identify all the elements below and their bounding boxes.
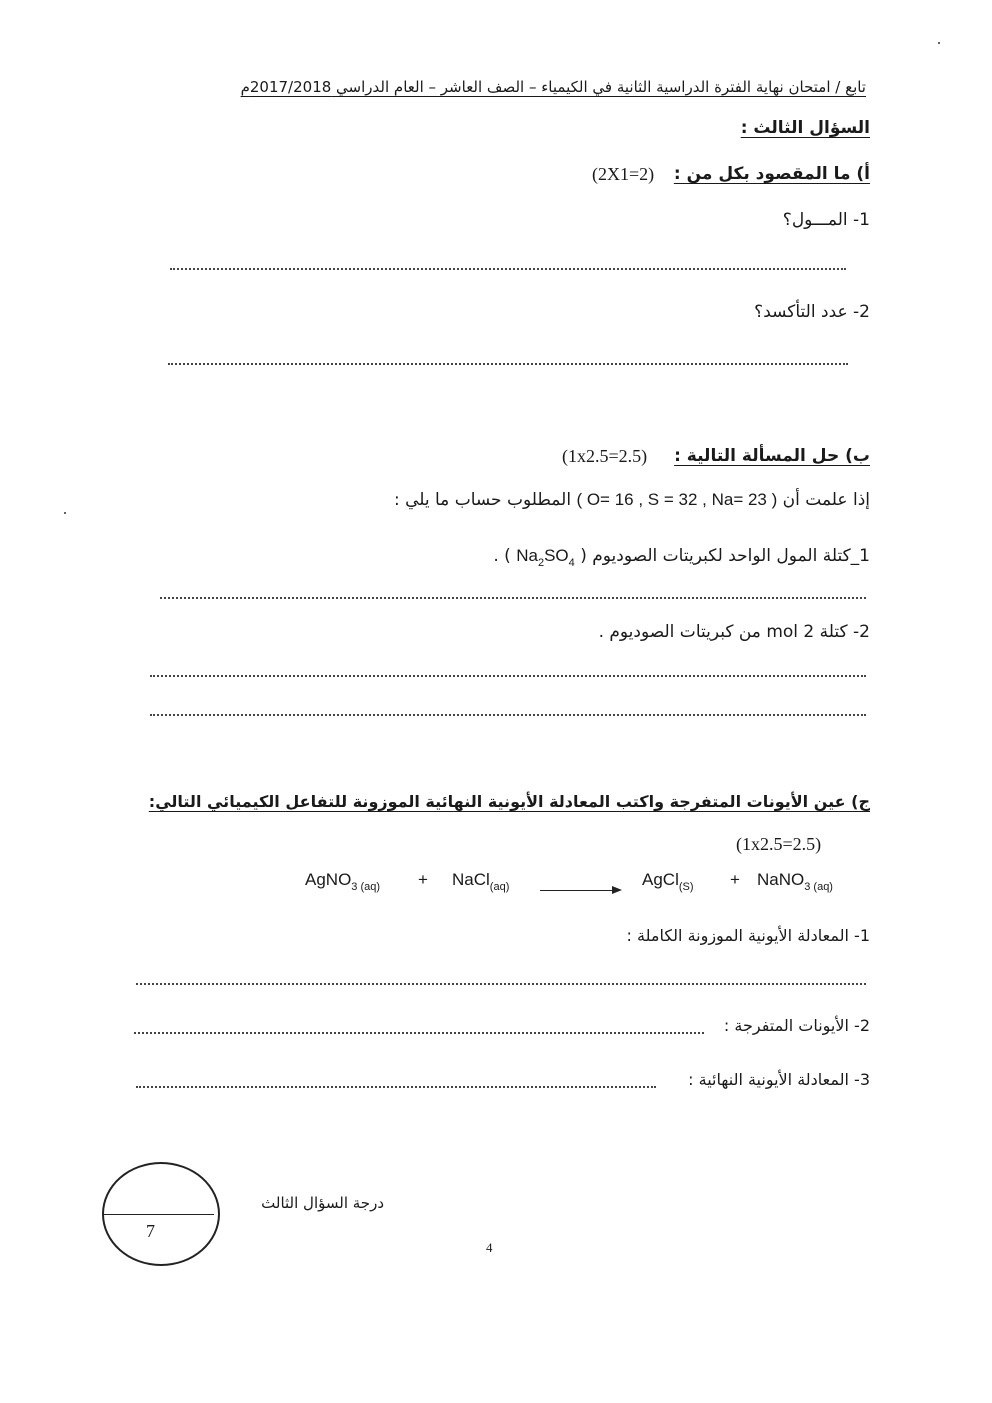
given-data-line bbox=[394, 490, 870, 510]
arrow-head-icon bbox=[612, 886, 622, 894]
part-b-score: (1x2.5=2.5) bbox=[562, 446, 648, 466]
part-b-label: ب) حل المسألة التالية : bbox=[674, 446, 870, 466]
plus-sign: + bbox=[730, 870, 740, 889]
answer-line[interactable] bbox=[170, 268, 846, 270]
page-number: 4 bbox=[486, 1240, 493, 1255]
part-a-label: أ) ما المقصود بكل من : bbox=[673, 164, 870, 184]
reactant-sodium-chloride: NaCl$_{(aq)}$ bbox=[452, 870, 510, 893]
scan-speck bbox=[938, 42, 940, 44]
reaction-arrow bbox=[540, 890, 614, 891]
part-c-item-3: 3- المعادلة الأيونية النهائية : bbox=[688, 1070, 870, 1089]
scan-speck bbox=[64, 512, 66, 514]
part-c-score: (1x2.5=2.5) bbox=[736, 834, 822, 854]
part-b-item-1 bbox=[493, 546, 870, 569]
answer-line[interactable] bbox=[150, 675, 866, 677]
reactant-silver-nitrate: AgNO$_{3 (aq)}$ bbox=[305, 870, 381, 893]
plus-sign: + bbox=[418, 870, 428, 889]
answer-line[interactable] bbox=[136, 1086, 656, 1088]
given-values: ( O= 16 , S = 32 , Na= 23 ) bbox=[576, 490, 778, 509]
part-c-item-2: 2- الأيونات المتفرجة : bbox=[723, 1016, 870, 1035]
part-b-item-2: 2- كتلة 2 mol من كبريتات الصوديوم . bbox=[598, 622, 870, 642]
item1-end: ) . bbox=[493, 546, 511, 566]
part-c-label: ج) عين الأيونات المتفرجة واكتب المعادلة الأيونية النهائية الموزونة للتفاعل الكيميائي التالي: bbox=[148, 792, 870, 811]
sodium-sulfate-formula: $Na_2SO_4$ bbox=[516, 546, 575, 569]
part-a-item-1: 1- المـــول؟ bbox=[782, 210, 870, 230]
part-c-item-1: 1- المعادلة الأيونية الموزونة الكاملة : bbox=[626, 926, 870, 945]
product-silver-chloride: AgCl$_{(S)}$ bbox=[642, 870, 694, 893]
answer-line[interactable] bbox=[168, 363, 848, 365]
exam-header: تابع / امتحان نهاية الفترة الدراسية الثانية في الكيمياء – الصف العاشر – العام الدراسي 2017/2018م bbox=[240, 78, 866, 96]
item1-text: 1_كتلة المول الواحد لكبريتات الصوديوم ( bbox=[580, 546, 870, 566]
question-heading: السؤال الثالث : bbox=[740, 118, 870, 138]
grade-label: درجة السؤال الثالث bbox=[261, 1194, 384, 1212]
answer-line[interactable] bbox=[134, 1032, 704, 1034]
given-prefix: إذا علمت أن bbox=[782, 490, 870, 510]
grade-value: 7 bbox=[146, 1221, 155, 1241]
grade-divider bbox=[104, 1214, 214, 1215]
answer-line[interactable] bbox=[150, 714, 866, 716]
answer-line[interactable] bbox=[160, 597, 866, 599]
part-a-score: (2X1=2) bbox=[592, 164, 655, 184]
given-suffix: المطلوب حساب ما يلي : bbox=[393, 490, 572, 510]
part-a-item-2: 2- عدد التأكسد؟ bbox=[754, 302, 870, 322]
answer-line[interactable] bbox=[136, 983, 866, 985]
product-sodium-nitrate: NaNO$_{3 (aq)}$ bbox=[757, 870, 833, 893]
